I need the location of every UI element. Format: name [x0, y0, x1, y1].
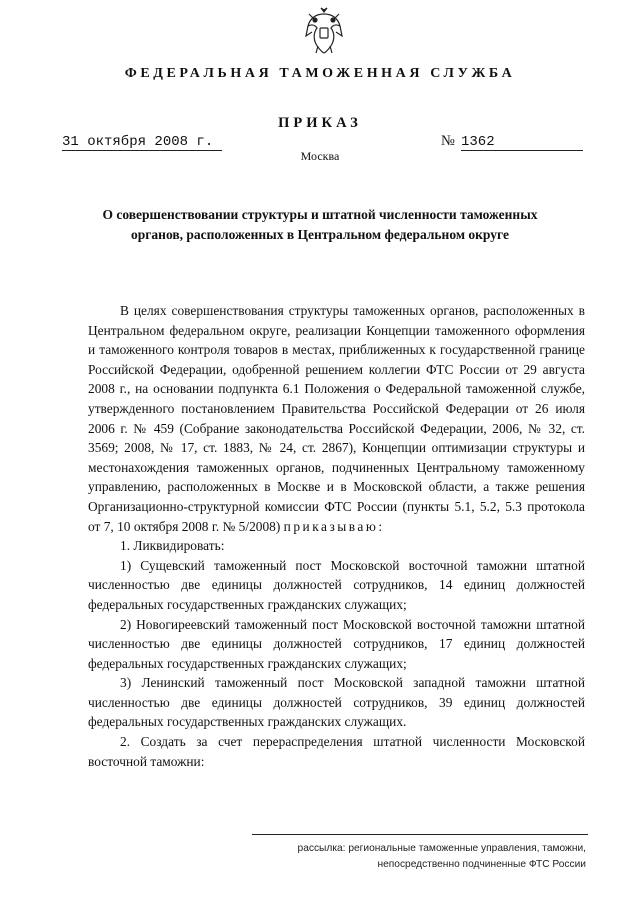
document-type: ПРИКАЗ: [278, 115, 362, 131]
order-subject: [70, 205, 570, 245]
subject-line-1: О совершенствовании структуры и штатной численности таможенных: [102, 207, 538, 222]
intro-paragraph: [88, 301, 585, 536]
item-1-1: 1) Сущевский таможенный пост Московской восточной таможни штатной численностью две единицы должностей сотрудников, 14 единиц должностей федеральных государственных гражданских служащих;: [88, 557, 585, 612]
item-1-3: 3) Ленинский таможенный пост Московской западной таможни штатной численностью две единицы должностей сотрудников, 39 единиц должностей федеральных государственных гражданских служащих.: [88, 675, 585, 730]
footer-divider: [252, 834, 588, 835]
item-2: 2. Создать за счет перераспределения штатной численности Московской восточной таможни:: [88, 734, 585, 769]
item-1: 1. Ликвидировать:: [120, 538, 225, 554]
agency-name: ФЕДЕРАЛЬНАЯ ТАМОЖЕННАЯ СЛУЖБА: [124, 66, 516, 81]
distribution-line-1: рассылка: региональные таможенные управления, таможни,: [297, 843, 586, 854]
item-1-2: 2) Новогиреевский таможенный пост Московской восточной таможни штатной численностью две единицы должностей сотрудников, 17 единиц должностей федеральных государственных гражданских служащих;: [88, 616, 585, 671]
double-headed-eagle-emblem-icon: [304, 6, 344, 56]
order-number: 1362: [461, 134, 583, 151]
distribution-line-2: непосредственно подчиненные ФТС России: [377, 859, 586, 870]
distribution-note: [250, 841, 586, 873]
order-number-label: №: [441, 133, 455, 149]
order-word: приказываю:: [283, 518, 385, 534]
intro-text: В целях совершенствования структуры таможенных органов, расположенных в Центральном федеральном округе, реализации Концепции таможенного оформления и таможенного контроля товаров в местах, приближенных к государственной границе Российской Федерации, одобренной решением коллегии ФТС России от 29 августа 2008 г., на основании подпункта 6.1 Положения о Федеральной таможенной службе, утвержденного постановлением Правительства Российской Федерации от 26 июля 2006 г. № 459 (Собрание законодательства Российской Федерации, 2006, № 32, ст. 3569; 2008, № 17, ст. 1883, № 24, ст. 2867), Концепции оптимизации структуры и местонахождения таможенных органов, подчиненных Центральному таможенному управлению, расположенных в Москве и в Московской области, а также решения Организационно-структурной комиссии ФТС России (пункты 5.1, 5.2, 5.3 протокола от 7, 10 октября 2008 г. № 5/2008): [88, 303, 585, 534]
city: Москва: [300, 149, 340, 163]
subject-line-2: органов, расположенных в Центральном федеральном округе: [131, 227, 509, 242]
order-date: 31 октября 2008 г.: [62, 134, 222, 151]
order-body: [88, 301, 585, 771]
